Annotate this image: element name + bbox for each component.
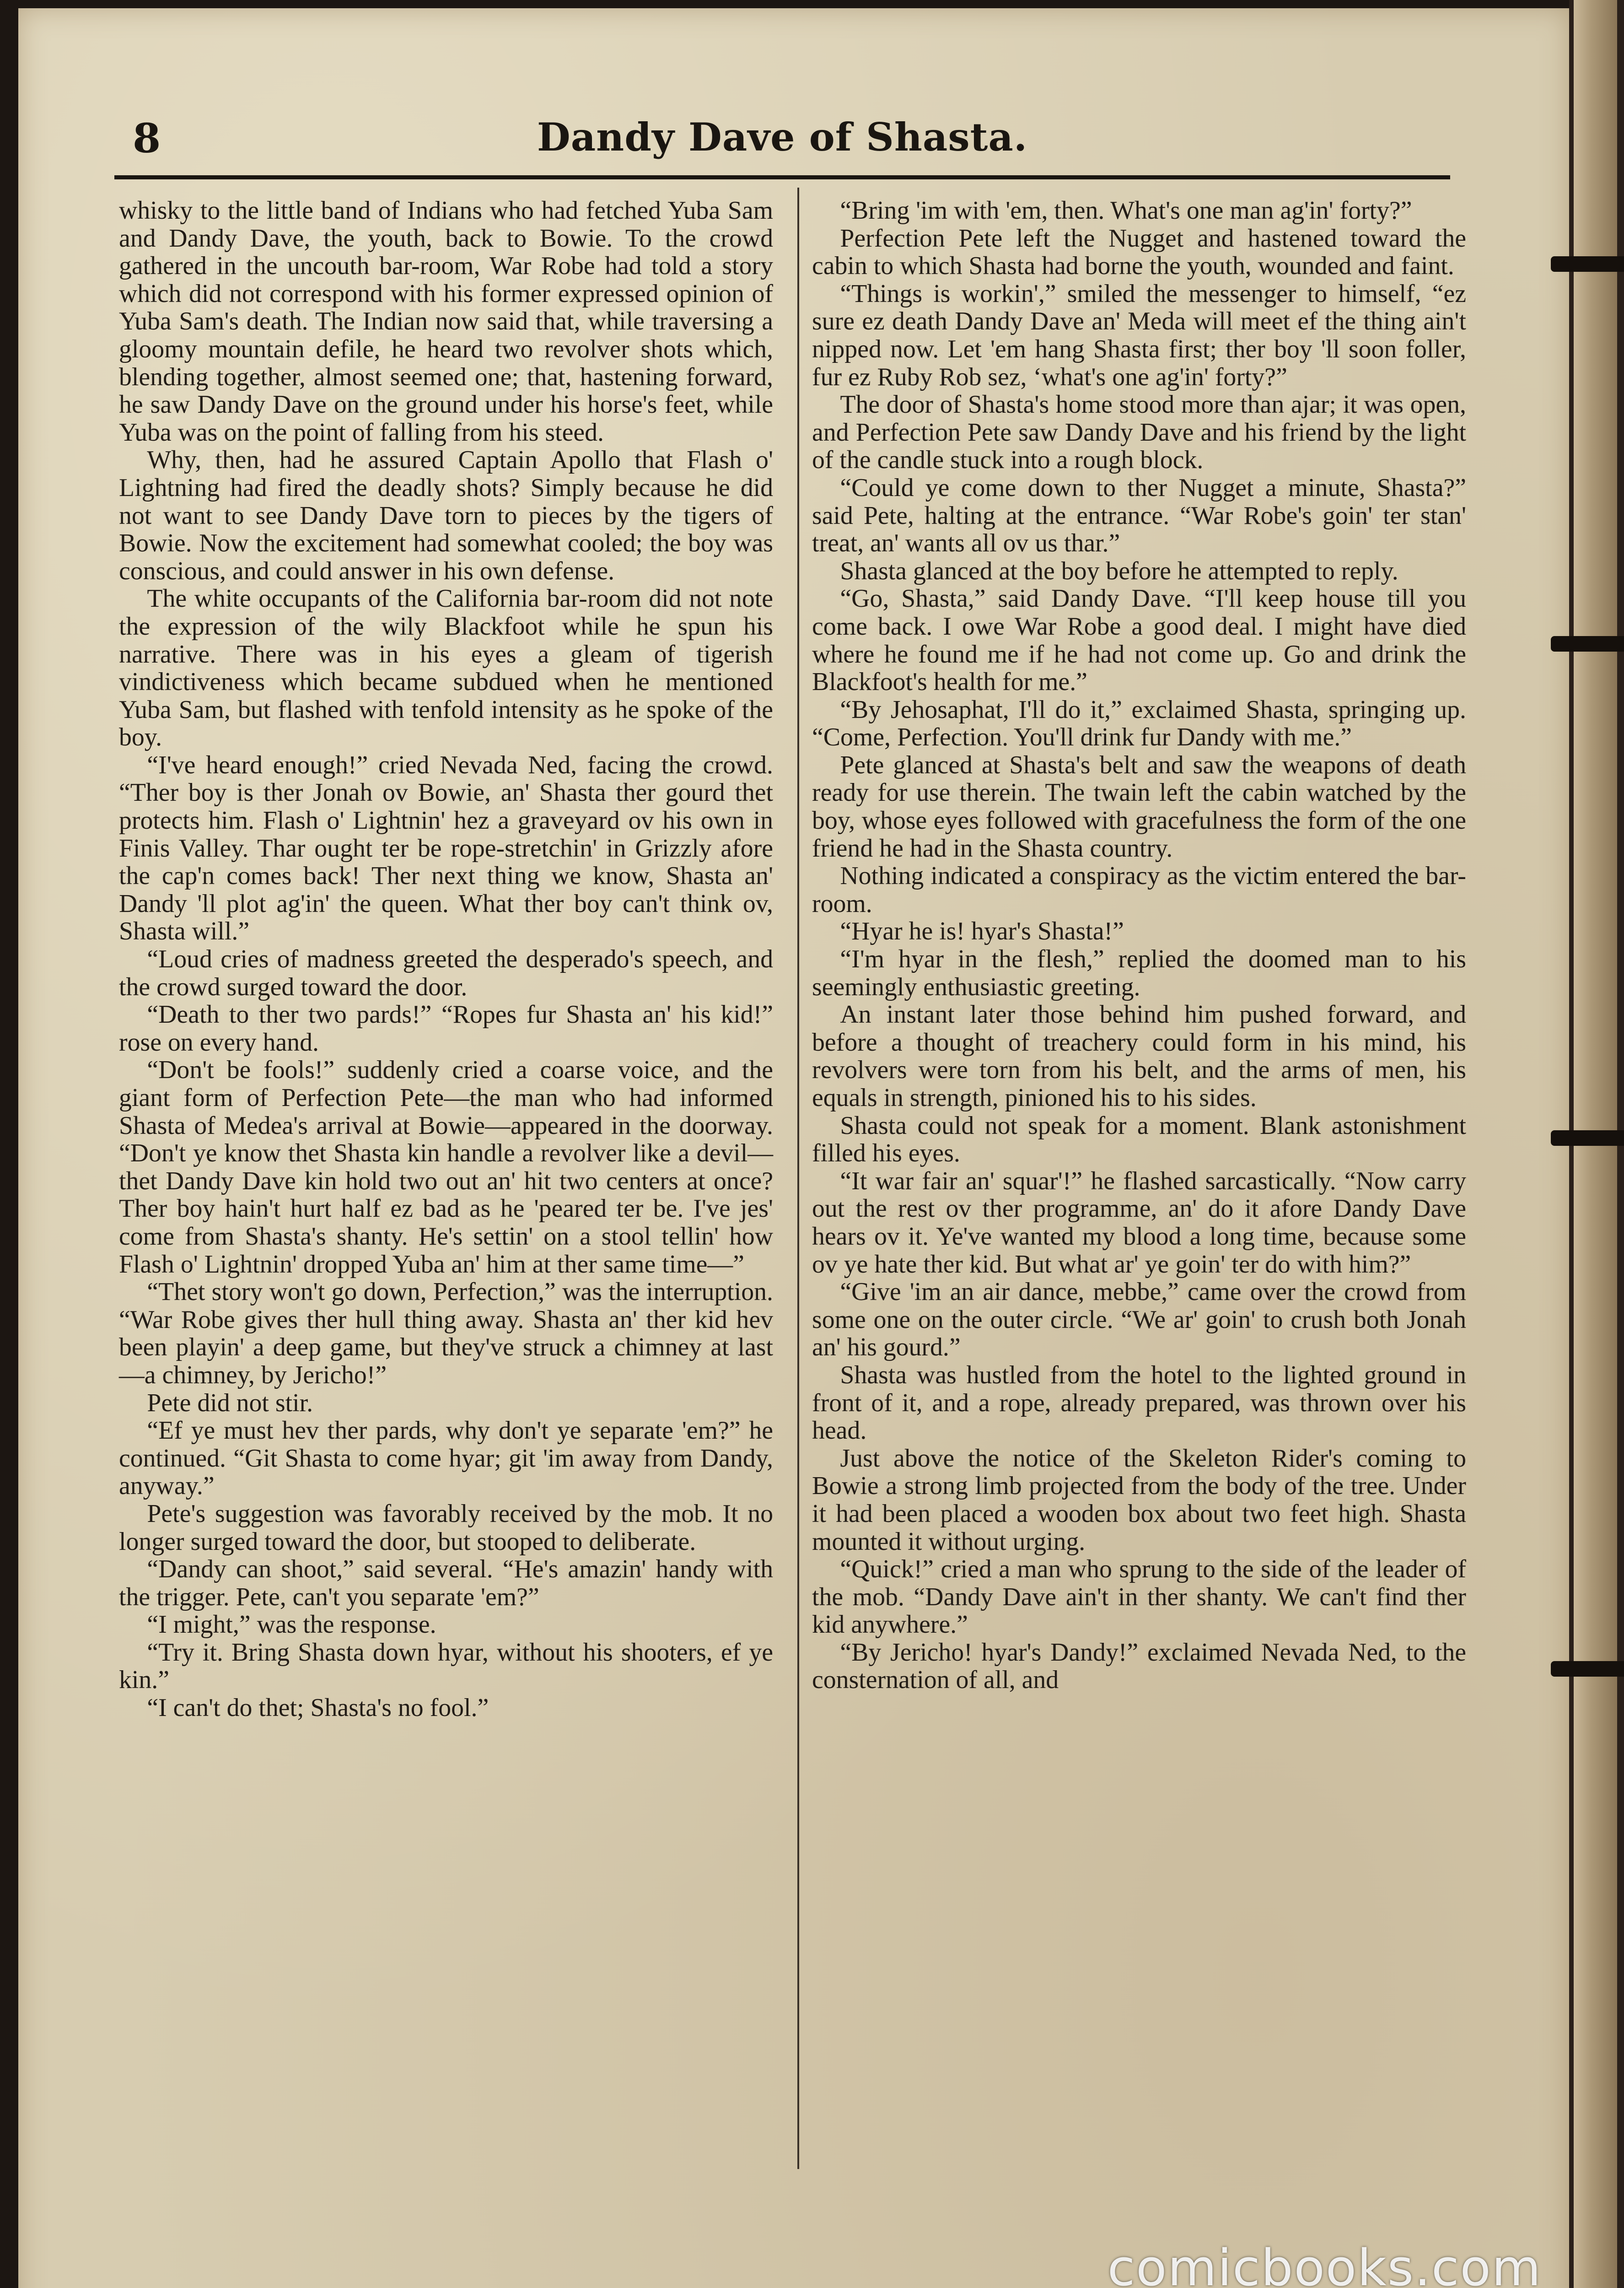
binding-stitch — [1551, 1661, 1624, 1677]
page-number: 8 — [133, 114, 161, 162]
paragraph: “Don't be fools!” suddenly cried a coarse voice, and the giant form of Perfection Pete—the man who had informed Shasta of Medea's arrival at Bowie—appeared in the doorway. “Don't ye know thet Shasta kin handle a revolver like a devil—thet Dandy Dave kin hold two out an' hit two centers at once? Ther boy hain't hurt half ez bad as he 'peared ter be. I've jes' come from Shasta's shanty. He's settin' on a stool tellin' how Flash o' Lightnin' dropped Yuba an' him at ther same time—” — [119, 1056, 773, 1279]
paragraph: “Give 'im an air dance, mebbe,” came over the crowd from some one on the outer circle. “We ar' goin' to crush both Jonah an' his gourd.” — [812, 1278, 1466, 1362]
paragraph: Pete did not stir. — [147, 1388, 313, 1417]
header-rule — [114, 175, 1450, 179]
paragraph: Just above the notice of the Skeleton Rider's coming to Bowie a strong limb projected from the body of the tree. Under it had been placed a wooden box about two feet high. Shasta mounted it without urging. — [812, 1444, 1466, 1556]
paragraph: “By Jericho! hyar's Dandy!” exclaimed Nevada Ned, to the consternation of all, and — [812, 1638, 1466, 1694]
paragraph: “Hyar he is! hyar's Shasta!” — [840, 917, 1124, 946]
paragraph: Shasta was hustled from the hotel to the lighted ground in front of it, and a rope, already prepared, was thrown over his head. — [812, 1360, 1466, 1445]
paragraph: Nothing indicated a conspiracy as the victim entered the bar-room. — [812, 862, 1466, 918]
paragraph: “Thet story won't go down, Perfection,” was the interruption. “War Robe gives ther hull thing away. Shasta an' ther kid hev been playin' a deep game, but they've struck a chimney at last—a chimney, by Jericho!” — [119, 1278, 773, 1389]
paragraph: “Try it. Bring Shasta down hyar, without his shooters, ef ye kin.” — [119, 1638, 773, 1694]
column-divider — [797, 188, 799, 2169]
paragraph: Why, then, had he assured Captain Apollo that Flash o' Lightning had fired the deadly shots? Simply because he did not want to see Dandy Dave torn to pieces by the tigers of Bowie. Now the excitement had somewhat cooled; the boy was conscious, and could answer in his own defense. — [119, 446, 773, 585]
paragraph: Shasta glanced at the boy before he attempted to reply. — [840, 556, 1398, 585]
paragraph: “I've heard enough!” cried Nevada Ned, facing the crowd. “Ther boy is ther Jonah ov Bowie, an' Shasta ther gourd thet protects him. Flash o' Lightnin' hez a graveyard ov his own in Finis Valley. Thar ought ter be rope-stretchin' in Grizzly afore the cap'n comes back! Ther next thing we know, Shasta an' Dandy 'll plot ag'in' the queen. What ther boy can't think ov, Shasta will.” — [119, 750, 773, 946]
paragraph: “Loud cries of madness greeted the desperado's speech, and the crowd surged toward the door. — [119, 945, 773, 1001]
paragraph: The door of Shasta's home stood more than ajar; it was open, and Perfection Pete saw Dandy Dave and his friend by the light of the candle stuck into a rough block. — [812, 390, 1466, 475]
paragraph: “I can't do thet; Shasta's no fool.” — [147, 1694, 489, 1722]
paragraph: whisky to the little band of Indians who had fetched Yuba Sam and Dandy Dave, the youth, back to Bowie. To the crowd gathered in the uncouth bar-room, War Robe had told a story which did not correspond with his former expressed opinion of Yuba Sam's death. The Indian now said that, while traversing a gloomy mountain defile, he heard two revolver shots which, blending together, almost seemed one; that, hastening forward, he saw Dandy Dave on the ground under his horse's feet, while Yuba was on the point of falling from his steed. — [119, 196, 773, 447]
paragraph: “Could ye come down to ther Nugget a minute, Shasta?” said Pete, halting at the entrance. “War Robe's goin' ter stan' treat, an' wants all ov us thar.” — [812, 473, 1466, 558]
paragraph: “Things is workin',” smiled the messenger to himself, “ez sure ez death Dandy Dave an' Meda will meet ef the thing ain't nipped now. Let 'em hang Shasta first; ther boy 'll soon foller, fur ez Ruby Rob sez, ‘what's one ag'in' forty?” — [812, 279, 1466, 391]
watermark: comicbooks.com — [1107, 2239, 1542, 2288]
paragraph: “Quick!” cried a man who sprung to the side of the leader of the mob. “Dandy Dave ain't in ther shanty. We can't find ther kid anywhere.” — [812, 1555, 1466, 1639]
paragraph: Perfection Pete left the Nugget and hastened toward the cabin to which Shasta had borne the youth, wounded and faint. — [812, 224, 1466, 281]
paragraph: An instant later those behind him pushed forward, and before a thought of treachery could form in his mind, his revolvers were torn from his belt, and the arms of men, his equals in strength, pinioned his to his sides. — [812, 1000, 1466, 1112]
paragraph: “Ef ye must hev ther pards, why don't ye separate 'em?” he continued. “Git Shasta to come hyar; git 'im away from Dandy, anyway.” — [119, 1416, 773, 1500]
binding-stitch — [1551, 1130, 1624, 1146]
paragraph: “Go, Shasta,” said Dandy Dave. “I'll keep house till you come back. I owe War Robe a good deal. I might have died where he found me if he had not come up. Go and drink the Blackfoot's health for me.” — [812, 584, 1466, 696]
paragraph: “Dandy can shoot,” said several. “He's amazin' handy with the trigger. Pete, can't you separate 'em?” — [119, 1555, 773, 1611]
paragraph: “Bring 'im with 'em, then. What's one man ag'in' forty?” — [840, 196, 1412, 225]
paragraph: “It war fair an' squar'!” he flashed sarcastically. “Now carry out the rest ov ther programme, an' do it afore Dandy Dave hears ov it. Ye've wanted my blood a long time, because some ov ye hate ther kid. But what ar' ye goin' ter do with him?” — [812, 1166, 1466, 1279]
paragraph: Pete glanced at Shasta's belt and saw the weapons of death ready for use therein. The twain left the cabin watched by the boy, whose eyes followed with gracefulness the form of the one friend he had in the Shasta country. — [812, 750, 1466, 863]
running-title: Dandy Dave of Shasta. — [537, 114, 1028, 160]
paragraph: The white occupants of the California bar-room did not note the expression of the wily Blackfoot while he spun his narrative. There was in his eyes a gleam of tigerish vindictiveness which became subdued when he mentioned Yuba Sam, but flashed with tenfold intensity as he spoke of the boy. — [119, 584, 773, 752]
page-binding — [1569, 0, 1624, 2288]
paragraph: “By Jehosaphat, I'll do it,” exclaimed Shasta, springing up. “Come, Perfection. You'll drink fur Dandy with me.” — [812, 695, 1466, 752]
right-column — [812, 197, 1466, 2178]
paragraph: Shasta could not speak for a moment. Blank astonishment filled his eyes. — [812, 1111, 1466, 1168]
paragraph: “Death to ther two pards!” “Ropes fur Shasta an' his kid!” rose on every hand. — [119, 1000, 773, 1057]
paragraph: “I might,” was the response. — [147, 1610, 436, 1639]
binding-stitch — [1551, 256, 1624, 272]
page-header — [114, 114, 1450, 169]
paragraph: Pete's suggestion was favorably received by the mob. It no longer surged toward the door, but stooped to deliberate. — [119, 1499, 773, 1556]
binding-stitch — [1551, 636, 1624, 652]
paragraph: “I'm hyar in the flesh,” replied the doomed man to his seemingly enthusiastic greeting. — [812, 945, 1466, 1001]
left-column — [119, 197, 773, 2178]
